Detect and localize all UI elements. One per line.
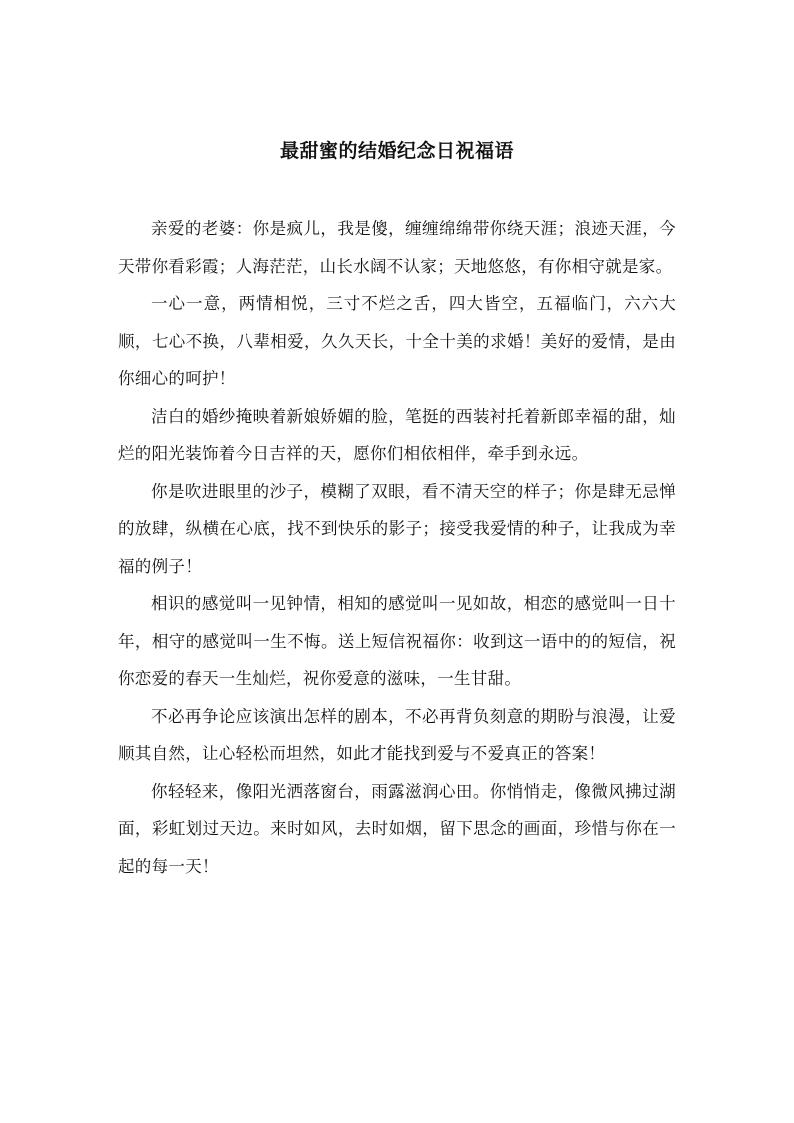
document-title: 最甜蜜的结婚纪念日祝福语 bbox=[279, 140, 514, 162]
paragraph-3: 洁白的婚纱掩映着新娘娇媚的脸，笔挺的西装衬托着新郎幸福的甜，灿烂的阳光装饰着今日吉祥的天，愿你们相依相伴，牵手到永远。 bbox=[118, 406, 676, 463]
paragraph-4: 你是吹进眼里的沙子，模糊了双眼，看不清天空的样子；你是肆无忌惮的放肆，纵横在心底，找不到快乐的影子；接受我爱情的种子，让我成为幸福的例子！ bbox=[118, 481, 676, 576]
paragraph-7: 你轻轻来，像阳光洒落窗台，雨露滋润心田。你悄悄走，像微风拂过湖面，彩虹划过天边。来时如风，去时如烟，留下思念的画面，珍惜与你在一起的每一天！ bbox=[118, 781, 676, 876]
paragraph-2: 一心一意，两情相悦，三寸不烂之舌，四大皆空，五福临门，六六大顺，七心不换，八辈相爱，久久天长，十全十美的求婚！美好的爱情，是由你细心的呵护！ bbox=[118, 294, 676, 388]
paragraph-6: 不必再争论应该演出怎样的剧本，不必再背负刻意的期盼与浪漫，让爱顺其自然，让心轻松而坦然，如此才能找到爱与不爱真正的答案！ bbox=[118, 706, 676, 763]
paragraph-1: 亲爱的老婆：你是疯儿，我是傻，缠缠绵绵带你绕天涯；浪迹天涯，今天带你看彩霞；人海茫茫，山长水阔不认家；天地悠悠，有你相守就是家。 bbox=[118, 219, 676, 276]
document-body bbox=[118, 210, 676, 885]
paragraph-5: 相识的感觉叫一见钟情，相知的感觉叫一见如故，相恋的感觉叫一日十年，相守的感觉叫一生不悔。送上短信祝福你：收到这一语中的的短信，祝你恋爱的春天一生灿烂，祝你爱意的滋味，一生甘甜。 bbox=[118, 594, 676, 688]
